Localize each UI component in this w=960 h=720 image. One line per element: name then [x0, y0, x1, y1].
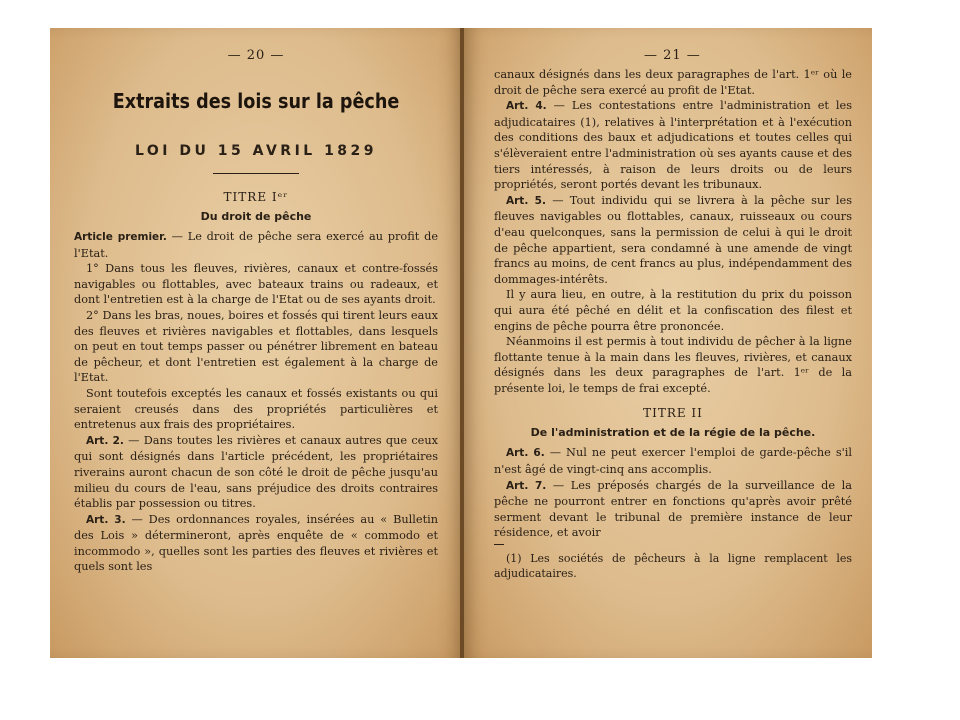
article-3-continued: canaux désignés dans les deux paragraphes de l'art. 1ᵉʳ où le droit de pêche sera exercé au profit de l'Etat. [494, 68, 852, 97]
article-1-item-1: 1° Dans tous les fleuves, rivières, canaux et contre-fossés navigables ou flottables, avec bateaux trains ou radeaux, et dont l'entretien est à la charge de l'Etat ou de ses ayants droit. [74, 262, 438, 307]
article-1: Article premier. — Le droit de pêche sera exercé au profit de l'Etat. [74, 230, 439, 260]
right-page [464, 28, 872, 658]
article-7: Art. 7. — Les préposés chargés de la surveillance de la pêche ne pourront entrer en fonctions qu'après avoir prêté serment devant le tribunal de première instance de leur résidence, et avoir [494, 478, 852, 540]
titre-2-subtitle: De l'administration et de la régie de la pêche. [530, 426, 816, 440]
article-2: Art. 2. — Dans toutes les rivières et canaux autres que ceux qui sont désignés dans l'article précédent, les propriétaires riverains auront chacun de son côté le droit de pêche jusqu'au milieu du cours de l'eau, sans préjudice des droits contraires établis par possession ou titres. [74, 433, 438, 511]
article-5-restitution: Il y aura lieu, en outre, à la restitution du prix du poisson qui aura été pêché en délit et la confiscation des filest et engins de pêche pourra être prononcée. [494, 288, 852, 333]
footnote: (1) Les sociétés de pêcheurs à la ligne remplacent les adjudicataires. [494, 552, 852, 581]
page-number-right: — 21 — [644, 48, 701, 63]
article-1-item-2: 2° Dans les bras, noues, boires et fossés qui tirent leurs eaux des fleuves et rivières navigables et flottables, dans lesquels on peut en tout temps passer ou pénétrer librement en bateau de pêcheur, et dont l'entretien est également à la charge de l'Etat. [74, 308, 438, 385]
footnote-separator [494, 544, 504, 545]
article-5: Art. 5. — Tout individu qui se livrera à la pêche sur les fleuves navigables ou flottables, canaux, ruisseaux ou cours d'eau quelconques, sans la permission de celui à qui le droit de pêche appartient, sera condamné à une amende de vingt francs au moins, de cent francs au plus, indépendamment des dommages-intérêts. [494, 193, 852, 286]
title-rule [213, 173, 299, 174]
article-5-exception: Néanmoins il est permis à tout individu de pêcher à la ligne flottante tenue à la main dans les fleuves, rivières, et canaux désignés dans les deux paragraphes de l'art. 1ᵉʳ de la présente loi, le temps de frai excepté. [494, 335, 852, 395]
left-page [50, 28, 462, 658]
article-6: Art. 6. — Nul ne peut exercer l'emploi de garde-pêche s'il n'est âgé de vingt-cinq ans accomplis. [494, 446, 852, 477]
titre-2: TITRE II [643, 406, 703, 421]
book-title: Extraits des lois sur la pêche [112, 89, 400, 113]
article-4: Art. 4. — Les contestations entre l'administration et les adjudicataires (1), relatives à l'interprétation et à l'exécution des conditions des baux et adjudications et toutes celles qui s'élèveraient entre l'administration où ses ayants cause et des tiers intéressés, à raison de leurs droits ou de leurs propriétés, seront portés devant les tribunaux. [494, 99, 853, 192]
page-number-left: — 20 — [227, 48, 285, 63]
law-title: LOI DU 15 AVRIL 1829 [134, 143, 378, 159]
titre-1-subtitle: Du droit de pêche [200, 210, 312, 223]
article-3: Art. 3. — Des ordonnances royales, insérées au « Bulletin des Lois » détermineront, après enquête de « commodo et incommodo », quelles sont les parties des fleuves et rivières et quels sont les [74, 512, 438, 574]
booklet [50, 28, 872, 658]
titre-1: TITRE Iᵉʳ [223, 190, 289, 204]
article-1-exception: Sont toutefois exceptés les canaux et fossés existants ou qui seraient creusés dans des propriétés particulières et entretenus aux frais des propriétaires. [74, 386, 438, 432]
